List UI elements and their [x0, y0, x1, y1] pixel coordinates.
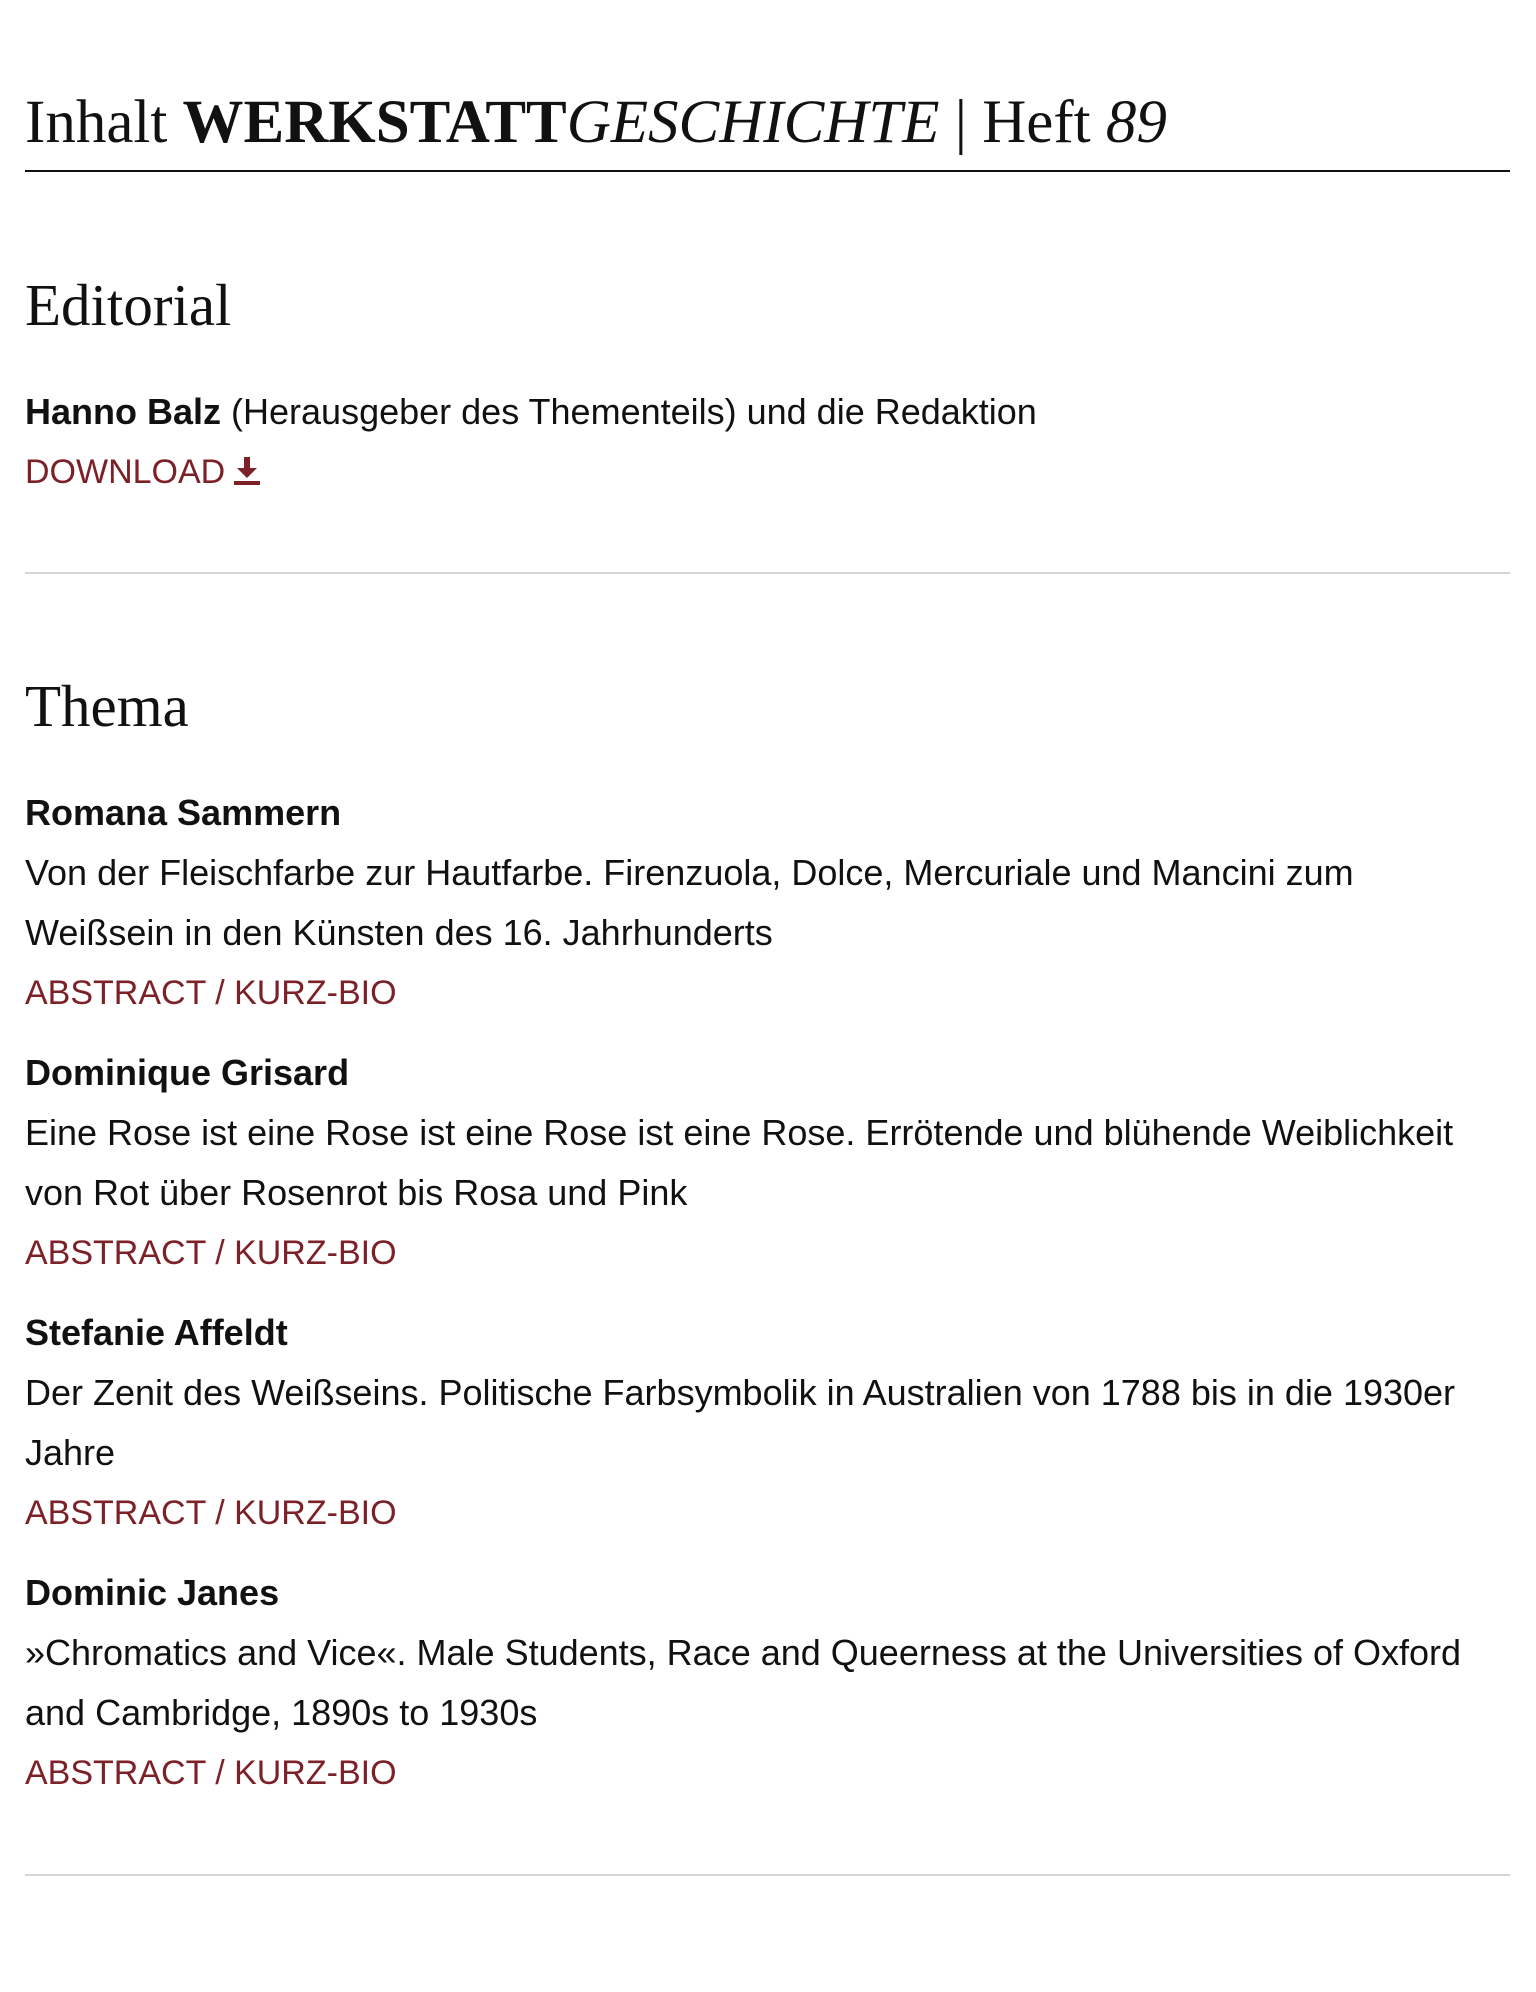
issue-label: Heft [982, 89, 1091, 156]
page-title [25, 88, 1510, 158]
article-author: Dominic Janes [25, 1572, 280, 1613]
article-title: »Chromatics and Vice«. Male Students, Race and Queerness at the Universities of Oxford and Cambridge, 1890s to 1930s [25, 1632, 1462, 1733]
article-title: Von der Fleischfarbe zur Hautfarbe. Firenzuola, Dolce, Mercuriale und Mancini zum Weißsein in den Künsten des 16. Jahrhunderts [25, 852, 1354, 953]
divider-thema [25, 1874, 1510, 1876]
abstract-bio-link[interactable]: ABSTRACT / KURZ-BIO [25, 974, 397, 1012]
issue-number: 89 [1105, 89, 1167, 156]
download-label: DOWNLOAD [25, 453, 226, 491]
article-entry [25, 1043, 1510, 1283]
editorial-author: Hanno Balz [25, 391, 222, 432]
brand-geschichte: GESCHICHTE [566, 89, 940, 156]
divider-editorial [25, 572, 1510, 574]
article-author: Stefanie Affeldt [25, 1312, 288, 1353]
article-title: Eine Rose ist eine Rose ist eine Rose ist eine Rose. Errötende und blühende Weiblichkeit von Rot über Rosenrot bis Rosa und Pink [25, 1112, 1454, 1213]
editorial-role: (Herausgeber des Thementeils) und die Redaktion [231, 391, 1037, 432]
article-entry [25, 783, 1510, 1023]
download-link[interactable] [25, 442, 261, 502]
article-entry [25, 1563, 1510, 1803]
brand-werkstatt: WERKSTATT [182, 89, 567, 156]
abstract-bio-link[interactable]: ABSTRACT / KURZ-BIO [25, 1234, 397, 1272]
editorial-entry [25, 382, 1510, 502]
section-heading-thema: Thema [25, 673, 189, 739]
editorial-author-line [25, 382, 1510, 442]
article-author: Romana Sammern [25, 792, 342, 833]
title-separator: | [954, 89, 967, 156]
article-author: Dominique Grisard [25, 1052, 350, 1093]
abstract-bio-link[interactable]: ABSTRACT / KURZ-BIO [25, 1494, 397, 1532]
title-prefix: Inhalt [25, 89, 168, 156]
download-icon [233, 455, 261, 485]
article-title: Der Zenit des Weißseins. Politische Farbsymbolik in Australien von 1788 bis in die 1930er Jahre [25, 1372, 1456, 1473]
abstract-bio-link[interactable]: ABSTRACT / KURZ-BIO [25, 1754, 397, 1792]
section-heading-editorial: Editorial [25, 272, 232, 338]
page-header [25, 88, 1510, 172]
article-entry [25, 1303, 1510, 1543]
